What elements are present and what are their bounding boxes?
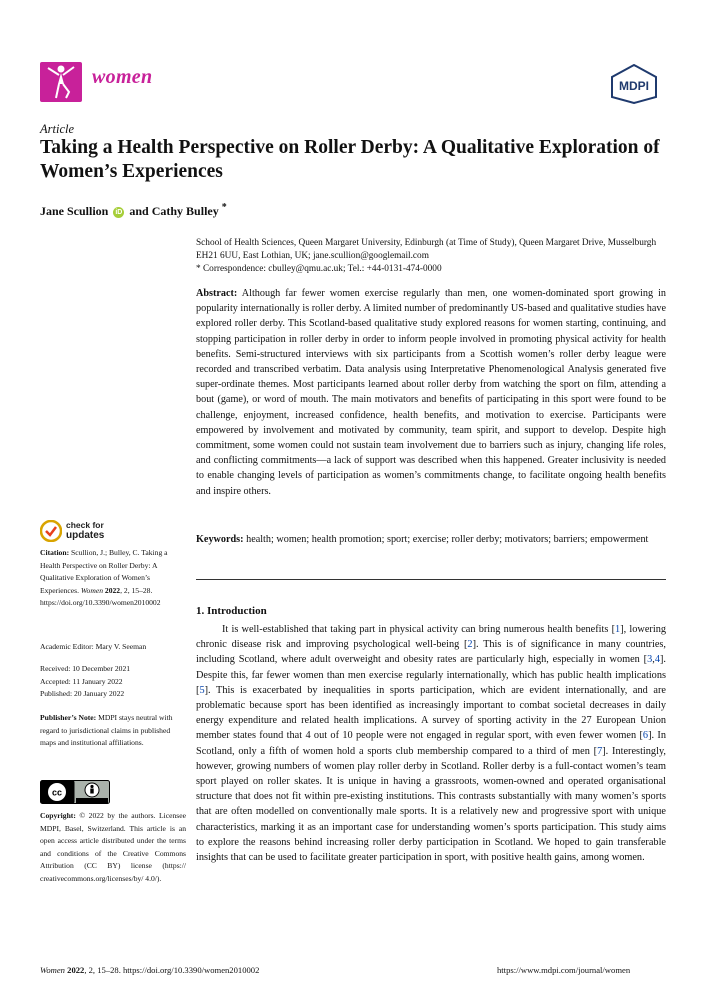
- footer-journal-url[interactable]: https://www.mdpi.com/journal/women: [497, 965, 631, 975]
- mdpi-logo[interactable]: [610, 64, 658, 104]
- publisher-note: [40, 712, 186, 750]
- keywords-text: health; women; health promotion; sport; exercise; roller derby; motivators; barriers; empowerment: [246, 534, 649, 545]
- received-date: Received: 10 December 2021: [40, 664, 131, 673]
- abstract: [196, 286, 666, 499]
- journal-name[interactable]: women: [92, 66, 153, 88]
- author-name[interactable]: Jane Scullion: [40, 204, 109, 218]
- publisher-note-label: Publisher’s Note:: [40, 713, 97, 722]
- section-heading: 1. Introduction: [196, 605, 267, 617]
- check-updates-line1: check for: [66, 520, 104, 530]
- cc-by-license-badge[interactable]: [40, 780, 110, 804]
- footer-journal: Women: [40, 965, 65, 975]
- corresponding-mark: *: [221, 202, 227, 213]
- mdpi-logo-text: MDPI: [619, 79, 649, 93]
- orcid-icon[interactable]: iD: [115, 209, 123, 216]
- citation-label: Citation:: [40, 548, 70, 557]
- footer-year: 2022: [67, 965, 85, 975]
- author-connector: and: [129, 204, 149, 218]
- footer-doi[interactable]: , 2, 15–28. https://doi.org/10.3390/women2010002: [84, 965, 260, 975]
- citation-text: Scullion, J.; Bulley, C. Taking a Health Perspective on Roller Derby: A Qualitative Exploration of Women’s Experiences.: [40, 548, 168, 595]
- svg-text:cc: cc: [51, 787, 63, 798]
- citation-link[interactable]: 2: [467, 639, 473, 651]
- copyright-text: © 2022 by the authors. Licensee MDPI, Basel, Switzerland. This article is an open access article distributed under the terms and conditions of the Creative Commons Attribution (CC BY) license (https:// creativecommons.org/licenses/by/ 4.0/).: [40, 811, 186, 883]
- abstract-label: Abstract:: [196, 288, 238, 299]
- copyright-notice: [40, 810, 186, 886]
- paper-title: Taking a Health Perspective on Roller Derby: A Qualitative Exploration of Women’s Experiences: [40, 137, 660, 182]
- correspondence: * Correspondence: cbulley@qmu.ac.uk; Tel.: +44-0131-474-0000: [196, 264, 442, 274]
- accepted-date: Accepted: 11 January 2022: [40, 676, 123, 686]
- copyright-label: Copyright:: [40, 811, 76, 820]
- journal-logo: [40, 62, 82, 102]
- academic-editor: Academic Editor: Mary V. Seeman: [40, 642, 147, 651]
- citation-link[interactable]: 4: [654, 654, 660, 666]
- woman-figure-icon: [40, 62, 82, 102]
- affiliation: School of Health Sciences, Queen Margaret University, Edinburgh (at Time of Study), Queen Margaret Drive, Musselburgh EH21 6UU, East Lothian, UK; jane.scullion@googlemail.com: [196, 238, 657, 261]
- check-for-updates-button[interactable]: [66, 521, 104, 540]
- citation-journal: Women: [80, 585, 103, 595]
- citation-link[interactable]: 6: [642, 730, 649, 742]
- section-divider: [196, 579, 666, 580]
- author-list: [40, 202, 227, 219]
- citation-link[interactable]: 3: [647, 654, 653, 666]
- publication-dates: [40, 663, 186, 701]
- published-date: Published: 20 January 2022: [40, 689, 125, 699]
- citation-link[interactable]: 7: [597, 745, 603, 757]
- citation-block: [40, 547, 186, 610]
- citation-year: 2022: [104, 585, 121, 595]
- citation-link[interactable]: 5: [199, 684, 205, 696]
- keywords: [196, 532, 666, 547]
- citation-doi[interactable]: , 2, 15–28. https://doi.org/10.3390/women2010002: [40, 585, 161, 608]
- article-type: Article: [40, 122, 75, 136]
- author-name[interactable]: Cathy Bulley: [151, 204, 219, 218]
- check-for-updates-icon[interactable]: [40, 520, 62, 542]
- introduction-paragraph: It is well-established that taking part in physical activity can bring numerous health benefits [1], lowering chronic disease risk and improving psychological well-being [2]. This is of significance in many countries, including Scotland, where adult overweight and obesity rates are particularly high, especially in women [3,4]. Despite this, far fewer women than men exercise regularly internationally, which has public health implications [5]. This is exacerbated by inequalities in sports participation, which are evident internationally, and are problematic because sport has been identified as increasingly important to combat societal decreases in daily energy expenditure and related health implications. A survey of sporting activity in the 27 European Union member states found that 4 out of 10 people were not engaged in regular sport, with even fewer women [6]. In Scotland, only a fifth of women hold a sports club membership compared to a third of men [7]. Interestingly, however, growing numbers of women play roller derby in Scotland. Roller derby is a full-contact women’s team sport played on roller skates. It is unique in having a grassroots, women-owned and operated organisational structure that does not fit within pre-existing institutions. This contrasts substantially with many women’s sports that are often modelled on conventionally male sports. It is a relatively new and progressive sport with unique characteristics, marking it as an important case for understanding women’s sports participation. This study aims to explore the reasons behind increasing roller derby participation in Scotland. We hoped to gain transferable insights that can be used to facilitate greater participation in sport, with positive health gains, among women.: [196, 624, 667, 864]
- abstract-text: Although far fewer women exercise regularly than men, one women-dominated sport growing in popularity internationally is roller derby. A limited number of predominantly US-based and qualitative studies have explored roller derby. This Scotland-based qualitative study explored reasons for women starting, continuing, and stopping participation in roller derby in order to inform people involved in promoting physical activity for health benefits. Semi-structured interviews with six participants from a Scottish women’s roller derby league were recorded and transcribed verbatim. Data analysis using Interpretative Phenomenological Analysis generated five super-ordinate themes. Most participants learned about roller derby from watching the sport on film, attending a bout (game), or word of mouth. The main motivators and benefits of participating in this sport were found to be challenge, enjoyment, increased confidence, health benefits, and motivation to exercise. Participants were empowered by involvement and motivated by community, team spirit, and support to develop. Despite high commitment, some women could not sustain team involvement due to barriers such as injury, changing life roles, and conflicting commitments—a lack of support was described when this happened. Greater inclusivity is needed to enable changing levels of participation as women’s commitments change, to facilitate ongoing health benefits and inspire others.: [196, 288, 666, 497]
- check-updates-line2: updates: [66, 529, 105, 541]
- citation-link[interactable]: 1: [615, 624, 621, 635]
- footer-citation: [40, 965, 259, 975]
- keywords-label: Keywords:: [196, 534, 244, 545]
- publisher-note-text: MDPI stays neutral with regard to jurisdictional claims in published maps and institutional affiliations.: [40, 713, 173, 748]
